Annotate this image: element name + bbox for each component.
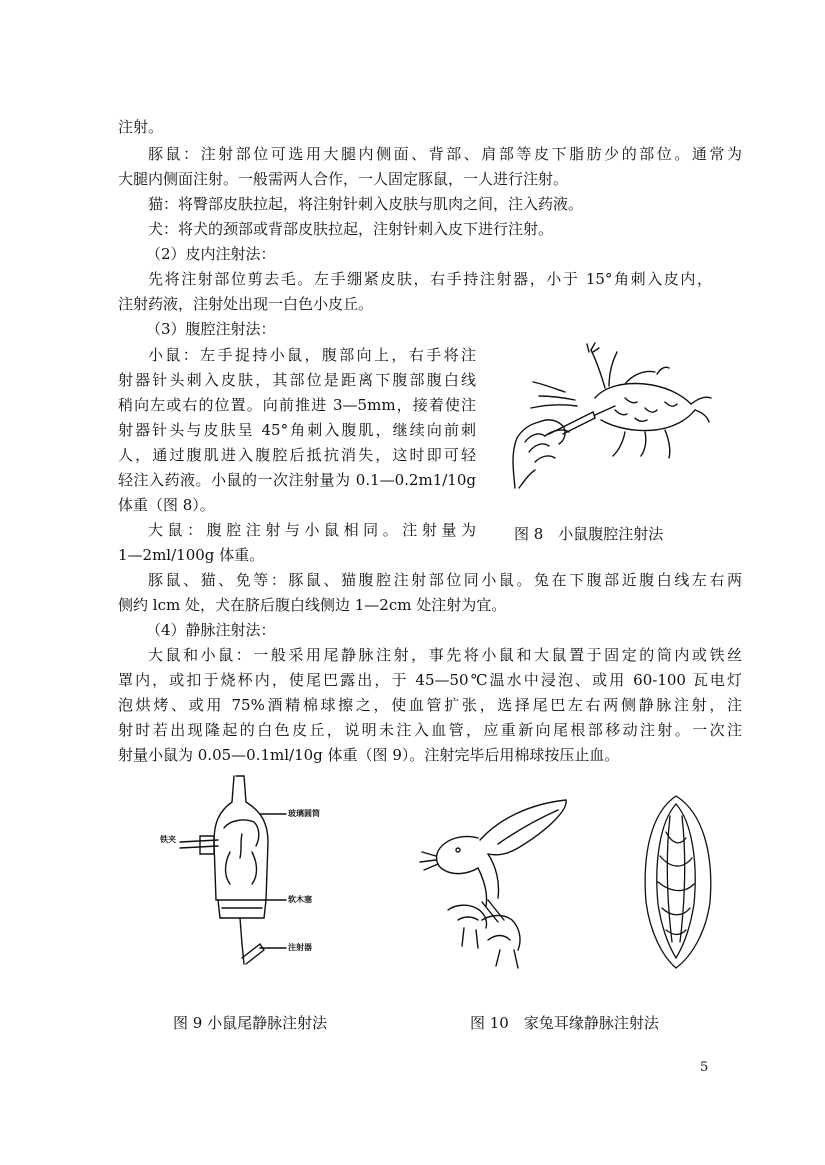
text-line: 1—2ml/100g 体重。 xyxy=(118,546,265,564)
text-line: 射量小鼠为 0.05—0.1ml/10g 体重（图 9）。注射完毕后用棉球按压止血。 xyxy=(118,746,620,764)
label-syringe: 注射器 xyxy=(288,943,312,952)
label-cork: 软木塞 xyxy=(288,895,312,904)
section-heading: （2）皮内注射法： xyxy=(146,245,276,263)
text-line: 大鼠和小鼠：一般采用尾静脉注射，事先将小鼠和大鼠置于固定的筒内或铁丝 xyxy=(148,646,742,664)
figure-10-caption: 图 10 家兔耳缘静脉注射法 xyxy=(470,1014,659,1032)
text-line: 注射药液，注射处出现一白色小皮丘。 xyxy=(118,295,374,313)
section-heading: （3）腹腔注射法： xyxy=(146,320,276,338)
label-glass-cylinder: 玻璃圆筒 xyxy=(288,809,320,818)
text-line: 先将注射部位剪去毛。左手绷紧皮肤，右手持注射器，小于 15°角刺入皮内， xyxy=(148,270,712,288)
text-line: 射时若出现隆起的白色皮丘，说明未注入血管，应重新向尾根部移动注射。一次注 xyxy=(118,721,742,739)
text-line: 泡烘烤、或用 75%酒精棉球擦之，使血管扩张，选择尾巴左右两侧静脉注射，注 xyxy=(118,696,742,714)
text-line: 侧约 lcm 处，犬在脐后腹白线侧边 1—2cm 处注射为宜。 xyxy=(118,596,507,614)
text-line: 大腿内侧面注射。一般需两人合作，一人固定豚鼠，一人进行注射。 xyxy=(118,170,569,188)
figure-8-caption: 图 8 小鼠腹腔注射法 xyxy=(514,525,664,543)
figure-9-caption: 图 9 小鼠尾静脉注射法 xyxy=(173,1014,328,1032)
page-number: 5 xyxy=(700,1060,709,1075)
text-line: 稍向左或右的位置。向前推进 3—5mm，接着使注 xyxy=(118,396,476,414)
text-line: 注射。 xyxy=(118,118,164,136)
text-line: 射器针头刺入皮肤，其部位是距离下腹部腹白线 xyxy=(118,371,476,389)
text-line: 豚鼠：注射部位可选用大腿内侧面、背部、肩部等皮下脂肪少的部位。通常为 xyxy=(148,145,742,163)
text-line: 人，通过腹肌进入腹腔后抵抗消失，这时即可轻 xyxy=(118,446,476,464)
text-line: 大鼠：腹腔注射与小鼠相同。注射量为 xyxy=(148,521,476,539)
figure-9-illustration xyxy=(160,772,360,982)
figure-10-rabbit-illustration xyxy=(418,790,588,975)
figure-8-illustration xyxy=(505,338,715,498)
text-line: 体重（图 8）。 xyxy=(118,496,215,514)
text-line: 射器针头与皮肤呈 45°角刺入腹肌，继续向前刺 xyxy=(118,421,476,439)
text-line: 猫：将臀部皮肤拉起，将注射针刺入皮肤与肌肉之间，注入药液。 xyxy=(148,195,584,213)
text-line: 豚鼠、猫、免等：豚鼠、猫腹腔注射部位同小鼠。兔在下腹部近腹白线左右两 xyxy=(148,571,742,589)
text-line: 犬：将犬的颈部或背部皮肤拉起，注射针刺入皮下进行注射。 xyxy=(148,220,554,238)
label-clamp: 铁夹 xyxy=(160,835,176,844)
text-line: 罩内，或扣于烧杯内，使尾巴露出，于 45—50℃温水中浸泡、或用 60-100 瓦电灯 xyxy=(118,671,742,689)
section-heading: （4）静脉注射法： xyxy=(146,621,276,639)
text-line: 小鼠：左手捉持小鼠，腹部向上，右手将注 xyxy=(148,346,476,364)
text-line: 轻注入药液。小鼠的一次注射量为 0.1—0.2m1/10g xyxy=(118,471,476,489)
figure-10-ear-vein-illustration xyxy=(636,792,722,972)
